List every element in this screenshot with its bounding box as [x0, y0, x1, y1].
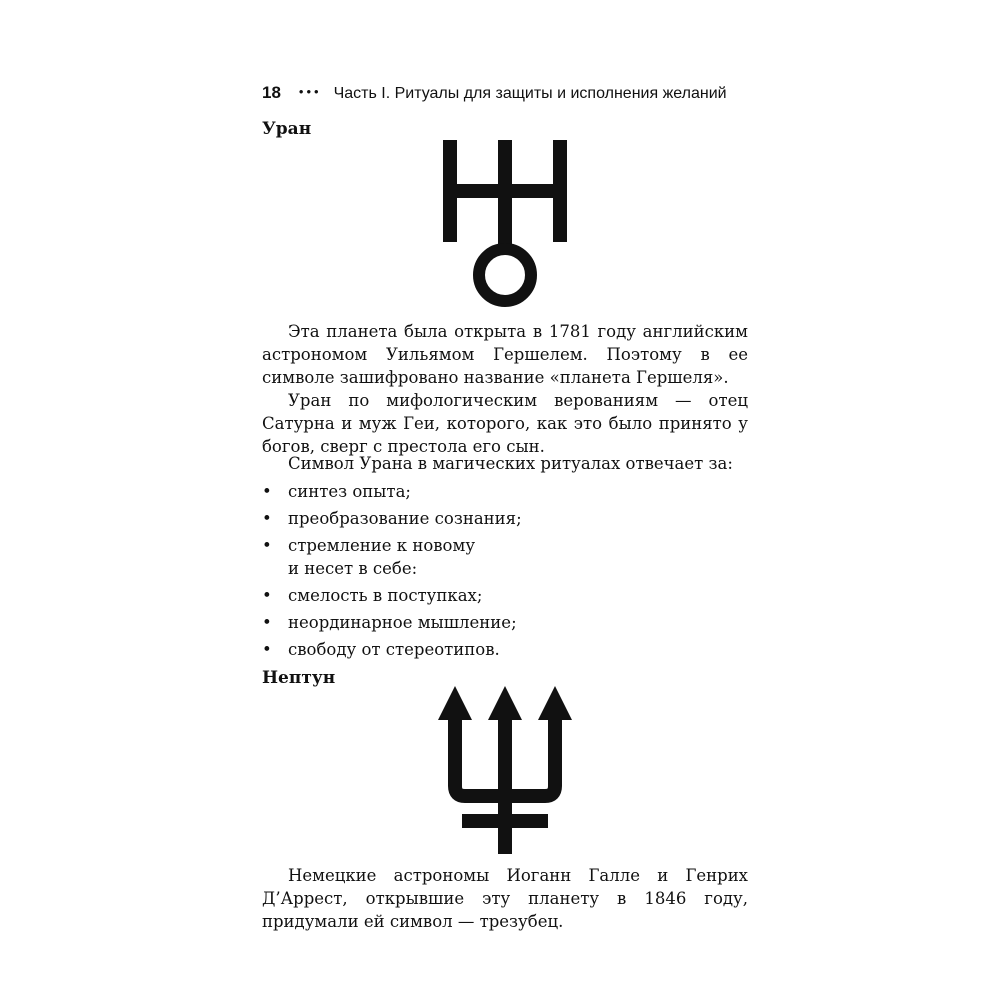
- uranus-paragraph-1: Эта планета была открыта в 1781 году английским астрономом Уильямом Гершелем. Поэтому в ее символе зашифровано название «планета Гершеля».: [262, 322, 748, 387]
- neptune-paragraph-1: Немецкие астрономы Иоганн Галле и Генрих Д’Аррест, открывшие эту планету в 1846 году, придумали ей символ — трезубец.: [262, 866, 748, 931]
- header-dots: •••: [298, 84, 322, 99]
- list-item: • преобразование сознания;: [262, 507, 748, 534]
- neptune-trident-icon: [438, 686, 572, 854]
- uranus-paragraph-2: Уран по мифологическим верованиям — отец Сатурна и муж Геи, которого, как это было принято у богов, сверг с престола его сын.: [262, 391, 748, 456]
- list-bridge-text: и несет в себе:: [288, 559, 418, 578]
- uranus-properties-list: [262, 480, 748, 665]
- list-item: • свободу от стереотипов.: [262, 638, 748, 665]
- list-item: • неординарное мышление;: [262, 611, 748, 638]
- uranus-paragraph-3: Символ Урана в магических ритуалах отвечает за:: [288, 454, 733, 473]
- page-number: 18: [262, 83, 281, 102]
- running-header: [262, 82, 727, 105]
- neptune-heading: Нептун: [262, 668, 336, 688]
- list-item: • стремление к новому: [262, 534, 748, 557]
- list-item: • смелость в поступках;: [262, 584, 748, 611]
- uranus-heading: Уран: [262, 119, 312, 139]
- running-title: Часть I. Ритуалы для защиты и исполнения желаний: [333, 85, 727, 102]
- list-item: • синтез опыта;: [262, 480, 748, 507]
- uranus-symbol-icon: [440, 140, 570, 308]
